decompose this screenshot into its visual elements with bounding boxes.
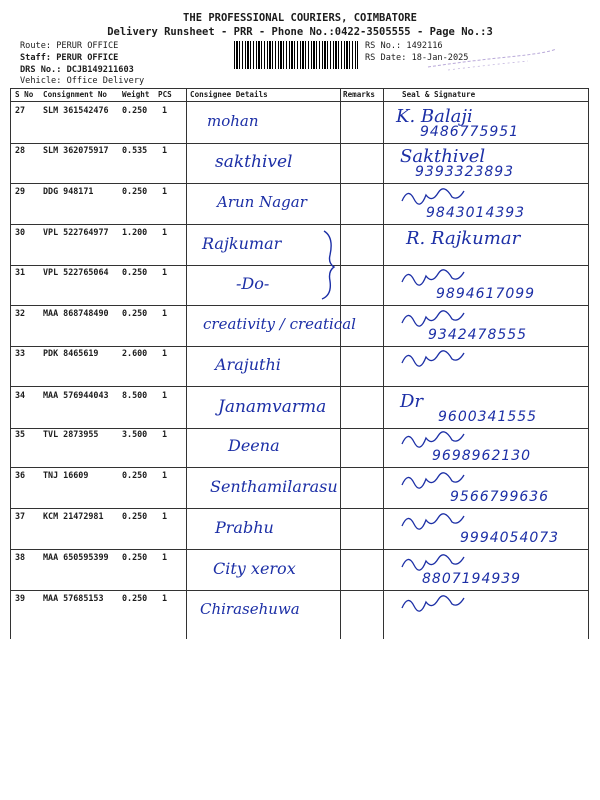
signature-scribble bbox=[398, 428, 468, 450]
grid-line bbox=[186, 89, 187, 639]
row-pcs: 1 bbox=[162, 308, 168, 318]
row-phone-handwritten: 9698962130 bbox=[432, 448, 532, 464]
row-consignment: SLM 362075917 bbox=[43, 145, 109, 155]
row-consignee-handwritten: Rajkumar bbox=[202, 234, 282, 253]
row-divider bbox=[10, 549, 589, 550]
row-phone-handwritten: 9843014393 bbox=[426, 205, 526, 221]
row-weight: 0.250 bbox=[122, 308, 148, 318]
row-consignment: DDG 948171 bbox=[43, 186, 94, 196]
row-divider bbox=[10, 346, 589, 347]
col-consignment: Consignment No bbox=[43, 90, 108, 99]
drs-label: DRS No.: DCJB149211603 bbox=[20, 65, 134, 75]
col-sno: S No bbox=[15, 90, 34, 99]
row-consignment: TVL 2873955 bbox=[43, 429, 99, 439]
row-weight: 0.535 bbox=[122, 145, 148, 155]
row-consignment: VPL 522765064 bbox=[43, 267, 109, 277]
row-consignment: VPL 522764977 bbox=[43, 227, 109, 237]
brace-mark bbox=[320, 229, 338, 301]
col-pcs: PCS bbox=[158, 90, 172, 99]
row-pcs: 1 bbox=[162, 227, 168, 237]
row-consignee-handwritten: sakthivel bbox=[215, 152, 293, 172]
row-sno: 36 bbox=[15, 470, 26, 480]
row-divider bbox=[10, 224, 589, 225]
col-signature: Seal & Signature bbox=[402, 90, 476, 99]
row-sno: 33 bbox=[15, 348, 26, 358]
signature-scribble bbox=[398, 307, 468, 329]
row-consignment: PDK 8465619 bbox=[43, 348, 99, 358]
row-consignee-handwritten: Chirasehuwa bbox=[200, 600, 300, 618]
row-weight: 8.500 bbox=[122, 390, 148, 400]
row-consignment: TNJ 16609 bbox=[43, 470, 89, 480]
row-weight: 0.250 bbox=[122, 105, 148, 115]
row-sno: 37 bbox=[15, 511, 26, 521]
grid-line bbox=[340, 89, 341, 639]
row-weight: 0.250 bbox=[122, 470, 148, 480]
col-remarks: Remarks bbox=[343, 90, 376, 99]
row-sno: 31 bbox=[15, 267, 26, 277]
row-pcs: 1 bbox=[162, 593, 168, 603]
header-divider bbox=[10, 101, 589, 102]
rs-date: RS Date: 18-Jan-2025 bbox=[365, 53, 469, 63]
row-signature-name: K. Balaji bbox=[396, 106, 473, 127]
row-phone-handwritten: 9393323893 bbox=[415, 164, 515, 180]
row-phone-handwritten: 9994054073 bbox=[460, 530, 560, 546]
row-weight: 0.250 bbox=[122, 511, 148, 521]
row-consignee-handwritten: Arun Nagar bbox=[217, 193, 307, 211]
row-divider bbox=[10, 143, 589, 144]
row-consignment: MAA 57685153 bbox=[43, 593, 104, 603]
row-sno: 28 bbox=[15, 145, 26, 155]
row-consignment: MAA 650595399 bbox=[43, 552, 109, 562]
row-phone-handwritten: 9342478555 bbox=[428, 327, 528, 343]
row-consignment: MAA 576944043 bbox=[43, 390, 109, 400]
row-pcs: 1 bbox=[162, 348, 168, 358]
signature-scribble bbox=[398, 266, 468, 288]
barcode bbox=[234, 41, 358, 69]
signature-scribble bbox=[398, 592, 468, 614]
row-divider bbox=[10, 467, 589, 468]
row-consignee-handwritten: -Do- bbox=[236, 274, 270, 293]
row-consignee-handwritten: City xerox bbox=[213, 559, 296, 578]
row-sno: 30 bbox=[15, 227, 26, 237]
row-sno: 38 bbox=[15, 552, 26, 562]
row-divider bbox=[10, 265, 589, 266]
row-consignee-handwritten: Deena bbox=[228, 436, 280, 455]
row-sno: 29 bbox=[15, 186, 26, 196]
grid-line bbox=[383, 89, 384, 639]
row-weight: 3.500 bbox=[122, 429, 148, 439]
row-pcs: 1 bbox=[162, 105, 168, 115]
row-consignee-handwritten: Arajuthi bbox=[215, 355, 281, 374]
row-pcs: 1 bbox=[162, 186, 168, 196]
row-signature-name: Sakthivel bbox=[400, 146, 486, 167]
row-divider bbox=[10, 386, 589, 387]
row-sno: 39 bbox=[15, 593, 26, 603]
runsheet-subtitle: Delivery Runsheet - PRR - Phone No.:0422-3505555 - Page No.:3 bbox=[107, 26, 493, 38]
row-phone-handwritten: 8807194939 bbox=[422, 571, 522, 587]
row-phone-handwritten: 9486775951 bbox=[420, 124, 520, 140]
signature-scribble bbox=[398, 551, 468, 573]
col-consignee: Consignee Details bbox=[190, 90, 268, 99]
staff-label: Staff: PERUR OFFICE bbox=[20, 53, 119, 63]
grid-line bbox=[10, 89, 11, 639]
row-signature-name: R. Rajkumar bbox=[406, 228, 521, 249]
col-weight: Weight bbox=[122, 90, 150, 99]
company-title: THE PROFESSIONAL COURIERS, COIMBATORE bbox=[183, 12, 417, 24]
row-consignment: KCM 21472981 bbox=[43, 511, 104, 521]
row-sno: 32 bbox=[15, 308, 26, 318]
grid-line bbox=[588, 89, 589, 639]
route-label: Route: PERUR OFFICE bbox=[20, 41, 119, 51]
row-weight: 1.200 bbox=[122, 227, 148, 237]
row-pcs: 1 bbox=[162, 390, 168, 400]
row-consignee-handwritten: Senthamilarasu bbox=[210, 477, 338, 496]
row-consignee-handwritten: Prabhu bbox=[215, 518, 274, 537]
runsheet-table bbox=[10, 88, 589, 639]
row-divider bbox=[10, 590, 589, 591]
signature-scribble bbox=[398, 185, 468, 207]
vehicle-label: Vehicle: Office Delivery bbox=[20, 76, 145, 86]
row-sno: 27 bbox=[15, 105, 26, 115]
row-sno: 35 bbox=[15, 429, 26, 439]
row-weight: 0.250 bbox=[122, 267, 148, 277]
row-weight: 2.600 bbox=[122, 348, 148, 358]
row-divider bbox=[10, 305, 589, 306]
row-consignment: MAA 868748490 bbox=[43, 308, 109, 318]
signature-scribble bbox=[398, 347, 468, 369]
row-pcs: 1 bbox=[162, 552, 168, 562]
row-pcs: 1 bbox=[162, 145, 168, 155]
rs-number: RS No.: 1492116 bbox=[365, 41, 443, 51]
row-weight: 0.250 bbox=[122, 593, 148, 603]
row-sno: 34 bbox=[15, 390, 26, 400]
row-divider bbox=[10, 183, 589, 184]
row-weight: 0.250 bbox=[122, 552, 148, 562]
row-pcs: 1 bbox=[162, 511, 168, 521]
row-phone-handwritten: 9894617099 bbox=[436, 286, 536, 302]
row-consignee-handwritten: Janamvarma bbox=[218, 397, 327, 417]
row-pcs: 1 bbox=[162, 470, 168, 480]
row-consignee-handwritten: mohan bbox=[207, 112, 259, 130]
ink-stamp bbox=[408, 43, 558, 73]
row-phone-handwritten: 9566799636 bbox=[450, 489, 550, 505]
row-phone-handwritten: 9600341555 bbox=[438, 409, 538, 425]
row-consignment: SLM 361542476 bbox=[43, 105, 109, 115]
row-pcs: 1 bbox=[162, 267, 168, 277]
row-signature-name: Dr bbox=[400, 391, 424, 412]
signature-scribble bbox=[398, 469, 468, 491]
row-consignee-handwritten: creativity / creatical bbox=[203, 315, 356, 333]
row-weight: 0.250 bbox=[122, 186, 148, 196]
row-divider bbox=[10, 508, 589, 509]
row-pcs: 1 bbox=[162, 429, 168, 439]
signature-scribble bbox=[398, 510, 468, 532]
